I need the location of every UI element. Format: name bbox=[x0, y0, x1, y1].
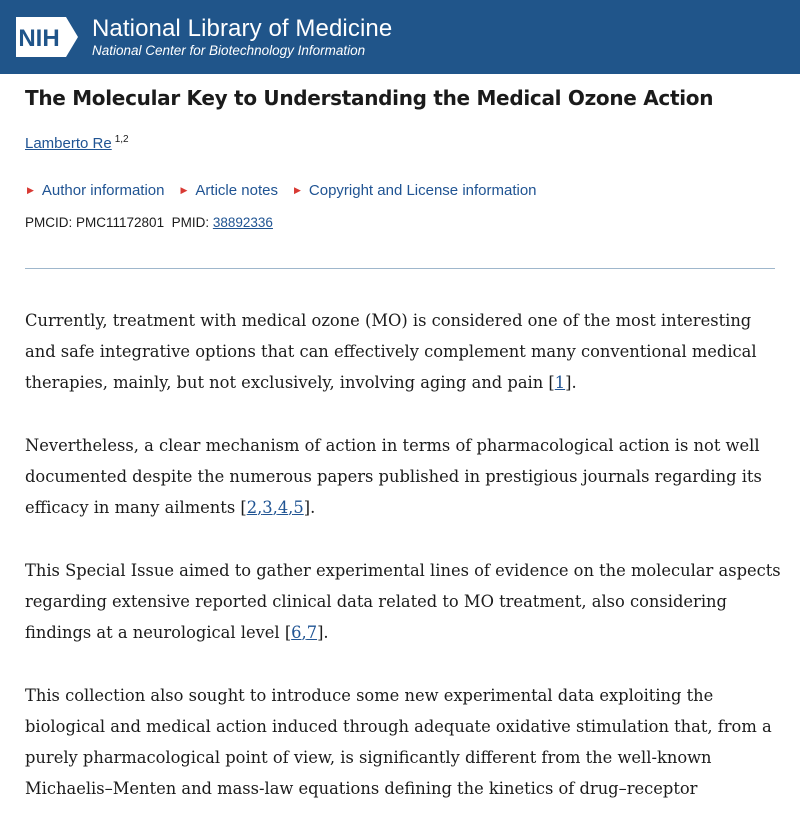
paragraph-tail: ]. bbox=[317, 623, 329, 642]
paragraph bbox=[25, 555, 785, 648]
divider bbox=[25, 268, 775, 269]
copyright-label: Copyright and License information bbox=[308, 182, 537, 199]
reference-separator: , bbox=[288, 498, 294, 517]
pmid-label: PMID: bbox=[171, 215, 210, 230]
paragraph bbox=[25, 305, 785, 398]
nih-logo[interactable] bbox=[16, 17, 78, 57]
triangle-right-icon: ▶ bbox=[27, 185, 34, 195]
paragraph-text: This collection also sought to introduce some new experimental data exploiting the biological and medical action induced through adequate oxidative stimulation that, from a purely pharmacological point of view, is significantly different from the well-known Michaelis–Menten and mass-law equations defining the kinetics of drug–receptor bbox=[25, 686, 772, 798]
reference-separator: , bbox=[301, 623, 307, 642]
triangle-right-icon: ▶ bbox=[180, 185, 188, 195]
article-notes-label: Article notes bbox=[195, 182, 278, 199]
reference-link[interactable]: 7 bbox=[306, 623, 318, 642]
article-notes-toggle[interactable] bbox=[179, 182, 278, 199]
author-affiliation-sup: 1,2 bbox=[114, 134, 129, 145]
article-title: The Molecular Key to Understanding the Medical Ozone Action bbox=[25, 86, 714, 110]
reference-link[interactable]: 1 bbox=[554, 373, 566, 392]
author-information-label: Author information bbox=[41, 182, 165, 199]
article-body bbox=[25, 305, 785, 836]
triangle-right-icon: ▶ bbox=[293, 185, 301, 195]
pmcid-label: PMCID: bbox=[25, 215, 73, 230]
article-ids bbox=[25, 215, 273, 230]
paragraph-text: This Special Issue aimed to gather experimental lines of evidence on the molecular aspects regarding extensive reported clinical data related to MO treatment, also considering findings at a neurological level [ bbox=[25, 561, 781, 642]
reference-link[interactable]: 3 bbox=[262, 498, 273, 517]
paragraph-tail: ]. bbox=[565, 373, 577, 392]
reference-separator: , bbox=[272, 498, 278, 517]
paragraph-text: Nevertheless, a clear mechanism of action in terms of pharmacological action is not well documented despite the numerous papers published in prestigious journals regarding its efficacy in many ailments [ bbox=[25, 436, 762, 517]
reference-link[interactable]: 6 bbox=[291, 623, 302, 642]
reference-link[interactable]: 5 bbox=[293, 498, 304, 517]
reference-link[interactable]: 2 bbox=[246, 498, 258, 517]
brand-title: National Library of Medicine bbox=[92, 14, 393, 42]
pmcid-value: PMC11172801 bbox=[76, 215, 165, 230]
site-header bbox=[0, 0, 800, 74]
copyright-toggle[interactable] bbox=[292, 182, 537, 199]
brand-block[interactable] bbox=[92, 16, 392, 59]
article-meta-links bbox=[25, 182, 551, 199]
paragraph-text: Currently, treatment with medical ozone (MO) is considered one of the most interesting and safe integrative options that can effectively complement many conventional medical therapies, mainly, but not exclusively, involving aging and pain [ bbox=[25, 311, 757, 392]
paragraph bbox=[25, 430, 785, 523]
author-line bbox=[25, 134, 129, 152]
reference-separator: , bbox=[257, 498, 263, 517]
brand-subtitle: National Center for Biotechnology Information bbox=[92, 42, 366, 58]
pmid-link[interactable]: 38892336 bbox=[212, 215, 273, 230]
reference-link[interactable]: 4 bbox=[277, 498, 289, 517]
logo-text: NIH bbox=[18, 25, 60, 52]
paragraph-tail: ]. bbox=[303, 498, 316, 517]
author-information-toggle[interactable] bbox=[25, 182, 165, 199]
author-link[interactable]: Lamberto Re bbox=[25, 135, 112, 152]
paragraph bbox=[25, 680, 785, 804]
